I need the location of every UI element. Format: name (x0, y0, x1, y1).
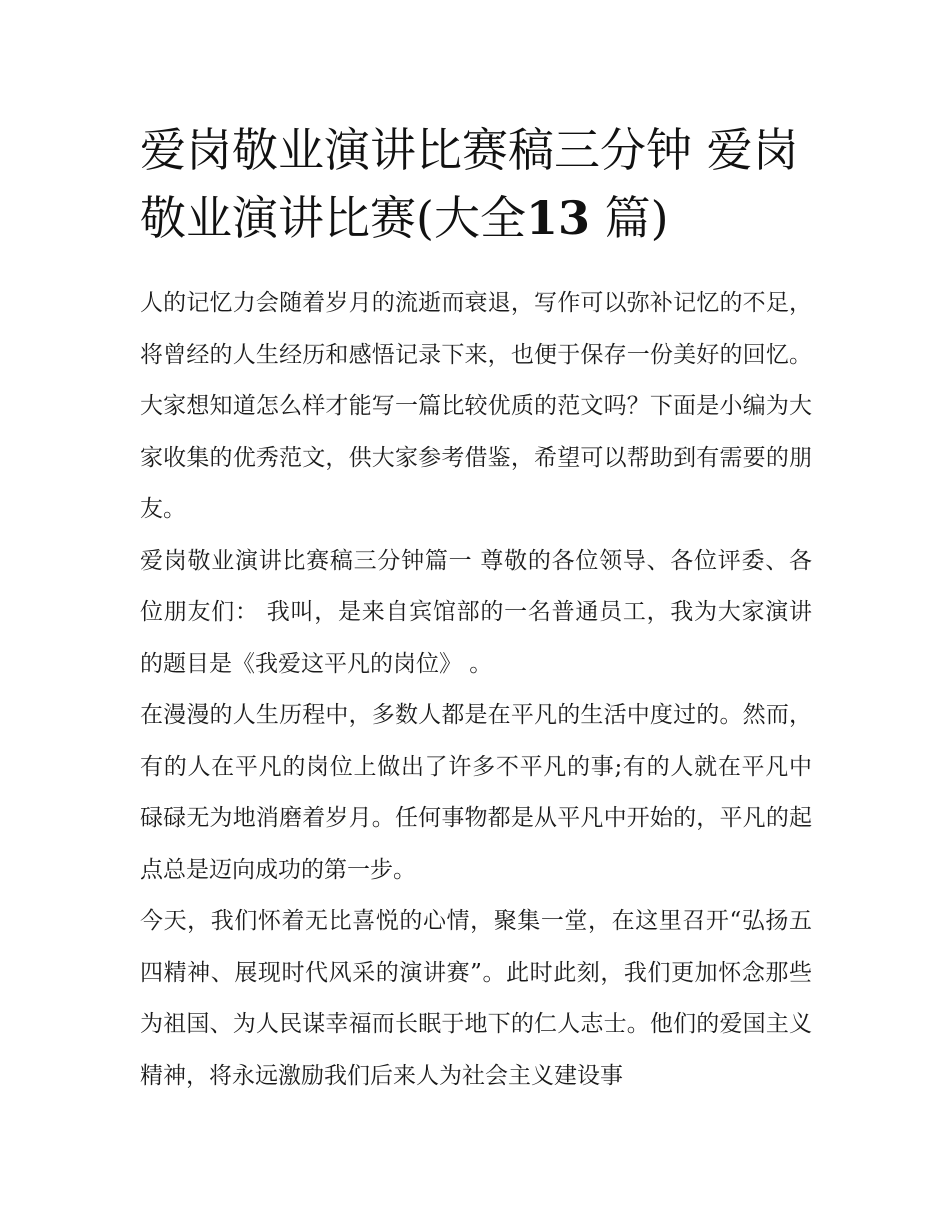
document-title (140, 116, 820, 252)
paragraph-speech-opening: 爱岗敬业演讲比赛稿三分钟篇一 尊敬的各位领导、各位评委、各位朋友们： 我叫，是来自宾馆部的一名普通员工，我为大家演讲的题目是《我爱这平凡的岗位》 。 (140, 547, 812, 677)
paragraph-may-fourth: 今天，我们怀着无比喜悦的心情，聚集一堂，在这里召开“弘扬五四精神、展现时代风采的演讲赛”。此时此刻，我们更加怀念那些为祖国、为人民谋幸福而长眠于地下的仁人志士。他们的爱国主义精神，将永远激励我们后来人为社会主义建设事 (140, 908, 812, 1089)
title-text-part2: 篇) (604, 191, 669, 245)
paragraph-intro: 人的记忆力会随着岁月的流逝而衰退，写作可以弥补记忆的不足，将曾经的人生经历和感悟记录下来，也便于保存一份美好的回忆。大家想知道怎么样才能写一篇比较优质的范文吗？下面是小编为大家收集的优秀范文，供大家参考借鉴，希望可以帮助到有需要的朋友。 (140, 290, 812, 522)
title-number: 13 (525, 191, 590, 245)
document-body (140, 278, 812, 1102)
title-text-part1: 爱岗敬业演讲比赛稿三分钟 爱岗敬业演讲比赛(大全 (140, 123, 799, 245)
paragraph-ordinary-life: 在漫漫的人生历程中，多数人都是在平凡的生活中度过的。然而，有的人在平凡的岗位上做出了许多不平凡的事;有的人就在平凡中碌碌无为地消磨着岁月。任何事物都是从平凡中开始的，平凡的起点总是迈向成功的第一步。 (140, 702, 812, 883)
